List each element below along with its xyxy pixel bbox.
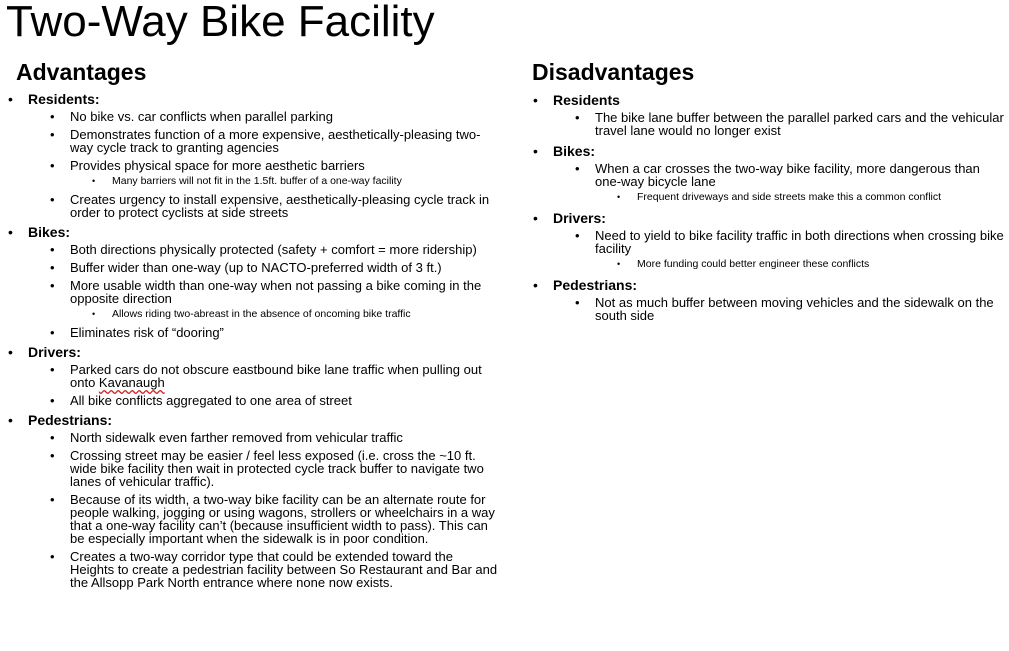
list-item: • The bike lane buffer between the parallel parked cars and the vehicular travel lane would no longer exist — [595, 111, 1007, 137]
list-item: • Demonstrates function of a more expensive, aesthetically-pleasing two-way cycle track to granting agencies — [70, 128, 498, 154]
list-item: • All bike conflicts aggregated to one area of street — [70, 394, 498, 407]
dis-pedestrians-heading: • Pedestrians: — [553, 277, 1007, 293]
list-item: • Crossing street may be easier / feel less exposed (i.e. cross the ~10 ft. wide bike facility then wait in protected cycle track buffer to navigate two lanes of vehicular traffic). — [70, 449, 498, 488]
list-item: • Not as much buffer between moving vehicles and the sidewalk on the south side — [595, 296, 1007, 322]
sub-list-item: • Frequent driveways and side streets make this a common conflict — [637, 191, 1007, 204]
list-item: • Buffer wider than one-way (up to NACTO-preferred width of 3 ft.) — [70, 261, 498, 274]
dis-pedestrians-section — [532, 277, 1007, 322]
list-item: • More usable width than one-way when not passing a bike coming in the opposite direction — [70, 279, 498, 305]
dis-bikes-section — [532, 143, 1007, 204]
list-item: • Creates a two-way corridor type that could be extended toward the Heights to create a pedestrian facility between So Restaurant and Bar and the Allsopp Park North entrance where none now exists. — [70, 550, 498, 589]
sub-list-item: • Allows riding two-abreast in the absence of oncoming bike traffic — [112, 308, 498, 321]
list-item: • Both directions physically protected (safety + comfort = more ridership) — [70, 243, 498, 256]
sub-list-item: • More funding could better engineer these conflicts — [637, 258, 1007, 271]
disadvantages-column — [532, 58, 1007, 327]
advantages-heading: Advantages — [16, 59, 147, 85]
adv-pedestrians-heading: • Pedestrians: — [28, 412, 498, 428]
spellcheck-word: Kavanaugh — [98, 375, 165, 390]
list-item: • No bike vs. car conflicts when parallel parking — [70, 110, 498, 123]
list-item-text: Parked cars do not obscure eastbound bike lane traffic when pulling out onto — [70, 362, 482, 390]
dis-bikes-heading: • Bikes: — [553, 143, 1007, 159]
list-item: • Because of its width, a two-way bike facility can be an alternate route for people walking, jogging or using wagons, strollers or wheelchairs in a way that a one-way facility can’t (because insufficient width to pass). This can be especially important when the sidewalk is in poor condition. — [70, 493, 498, 545]
adv-residents-heading: • Residents: — [28, 91, 498, 107]
list-item: • North sidewalk even farther removed from vehicular traffic — [70, 431, 498, 444]
dis-residents-heading: • Residents — [553, 92, 1007, 108]
dis-drivers-heading: • Drivers: — [553, 210, 1007, 226]
dis-drivers-section — [532, 210, 1007, 271]
list-item: • Eliminates risk of “dooring” — [70, 326, 498, 339]
dis-residents-section — [532, 92, 1007, 137]
disadvantages-heading: Disadvantages — [532, 59, 695, 85]
list-item — [70, 363, 498, 389]
adv-residents-section — [8, 91, 498, 219]
list-item: • Creates urgency to install expensive, aesthetically-pleasing cycle track in order to protect cyclists at side streets — [70, 193, 498, 219]
adv-drivers-section — [8, 344, 498, 407]
adv-bikes-section — [8, 224, 498, 339]
advantages-column — [8, 58, 498, 594]
adv-bikes-heading: • Bikes: — [28, 224, 498, 240]
list-item: • Provides physical space for more aesthetic barriers — [70, 159, 498, 172]
adv-pedestrians-section — [8, 412, 498, 589]
list-item: • Need to yield to bike facility traffic in both directions when crossing bike facility — [595, 229, 1007, 255]
list-item: • When a car crosses the two-way bike facility, more dangerous than one-way bicycle lane — [595, 162, 1007, 188]
adv-drivers-heading: • Drivers: — [28, 344, 498, 360]
sub-list-item: • Many barriers will not fit in the 1.5ft. buffer of a one-way facility — [112, 175, 498, 188]
page-title: Two-Way Bike Facility — [6, 0, 435, 46]
